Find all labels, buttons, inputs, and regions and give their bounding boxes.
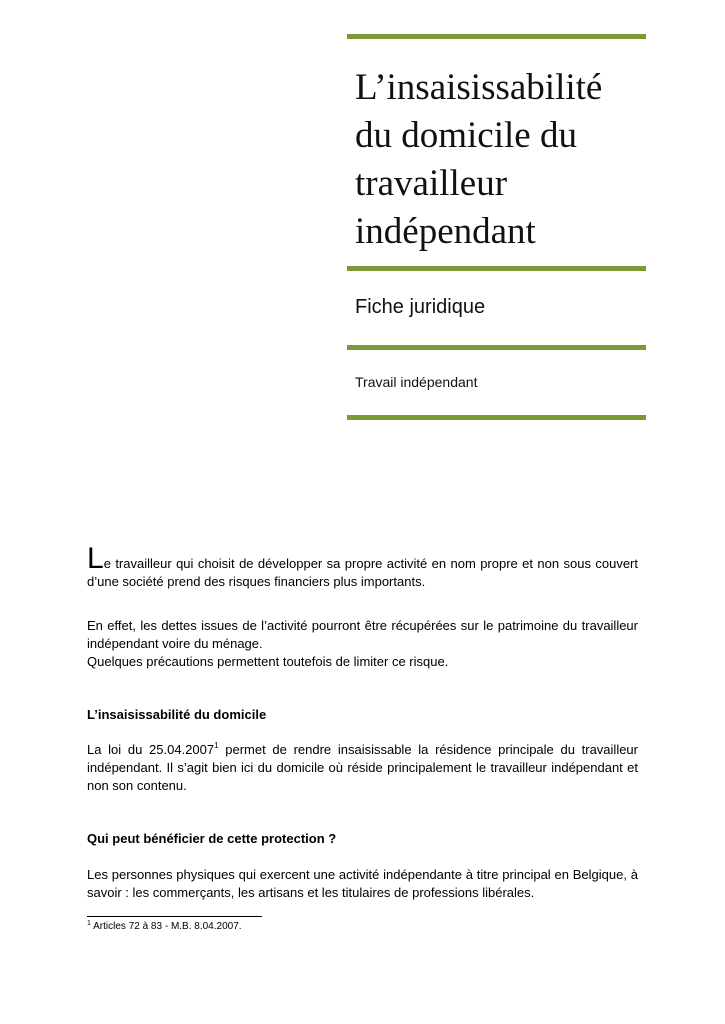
footnote-text: Articles 72 à 83 - M.B. 8.04.2007.	[90, 921, 242, 932]
title-rule	[347, 266, 646, 271]
section-paragraph-domicile	[87, 741, 638, 795]
section-heading-beneficiaries: Qui peut bénéficier de cette protection ?	[87, 831, 337, 846]
bottom-rule	[347, 415, 646, 420]
subtitle-rule	[347, 345, 646, 350]
footnote-ref[interactable]: 1	[214, 741, 219, 750]
footnote-separator	[87, 916, 262, 917]
intro-text: e travailleur qui choisit de développer sa propre activité en nom propre et non sous couvert d’une société prend des risques financiers plus importants.	[87, 556, 638, 589]
intro-paragraph-2	[87, 617, 638, 671]
footnote	[87, 921, 242, 932]
law-text: La loi du 25.04.2007	[87, 742, 215, 757]
section-heading-domicile: L’insaisissabilité du domicile	[87, 707, 267, 722]
intro-text-3: Quelques précautions permettent toutefois de limiter ce risque.	[87, 654, 449, 669]
intro-text-2: En effet, les dettes issues de l’activité pourront être récupérées sur le patrimoine du travailleur indépendant voire du ménage.	[87, 618, 638, 651]
drop-cap: L	[87, 542, 104, 575]
top-rule	[347, 34, 646, 39]
law-text-continued: permet de rendre insaisissable la résidence principale du travailleur indépendant. Il s’agit bien ici du domicile où réside principalement le travailleur indépendant et non son contenu.	[87, 742, 638, 793]
intro-paragraph	[87, 542, 638, 591]
document-title: L’insaisissabilité du domicile du travailleur indépendant	[355, 67, 603, 252]
footnote-number: 1	[87, 920, 91, 927]
document-category: Travail indépendant	[355, 374, 478, 390]
document-subtitle: Fiche juridique	[355, 296, 486, 318]
section-paragraph-beneficiaries: Les personnes physiques qui exercent une activité indépendante à titre principal en Belgique, à savoir : les commerçants, les artisans et les titulaires de professions libérales.	[87, 867, 638, 900]
